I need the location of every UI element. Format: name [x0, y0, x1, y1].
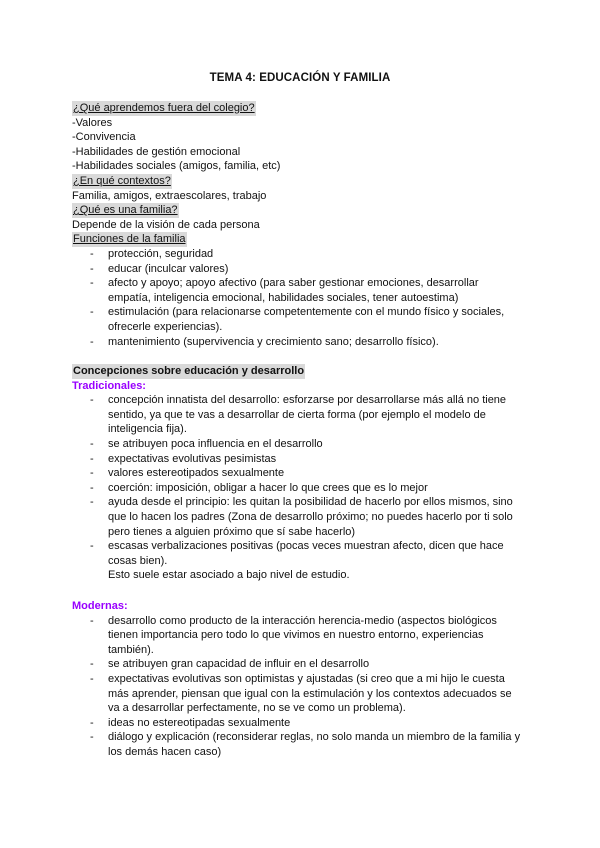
list-item: - diálogo y explicación (reconsiderar reglas, no solo manda un miembro de la familia y los demás hacen caso): [72, 730, 542, 759]
section-conceptions: [72, 364, 542, 583]
page-title: TEMA 4: EDUCACIÓN Y FAMILIA: [209, 72, 391, 84]
list-item: - concepción innatista del desarrollo: esforzarse por desarrollarse más allá no tiene sentido, ya que te vas a desarrollar de cierta forma (por ejemplo el modelo de inteligencia fija).: [72, 393, 542, 437]
section-modern: [72, 599, 542, 760]
list-item: - ayuda desde el principio: les quitan la posibilidad de hacerlo por ellos mismos, sino que lo hacen los padres (Zona de desarrollo próximo; no puedes hacerlo por ti solo pero tienes a alguien próximo que sí sabe hacerlo): [72, 495, 542, 539]
list-item: - se atribuyen poca influencia en el desarrollo: [72, 437, 542, 452]
learn-item: -Habilidades de gestión emocional: [72, 145, 241, 158]
list-item: - mantenimiento (supervivencia y crecimiento sano; desarrollo físico).: [72, 335, 542, 350]
list-item: - valores estereotipados sexualmente: [72, 466, 542, 481]
learn-item: -Habilidades sociales (amigos, familia, etc): [72, 160, 281, 173]
list-item: - expectativas evolutivas pesimistas: [72, 452, 542, 467]
list-item: - escasas verbalizaciones positivas (pocas veces muestran afecto, dicen que hace cosas bien).: [72, 539, 542, 568]
question-heading: ¿Qué es una familia?: [73, 204, 178, 217]
modern-label: Modernas:: [72, 600, 128, 612]
section-heading: Concepciones sobre educación y desarrollo: [73, 365, 305, 377]
list-item: - estimulación (para relacionarse competentemente con el mundo físico y sociales, ofrecerle experiencias).: [72, 305, 542, 334]
contexts-text: Familia, amigos, extraescolares, trabajo: [72, 189, 267, 202]
learn-item: -Convivencia: [72, 131, 136, 144]
modern-list: [72, 614, 542, 760]
list-item: - expectativas evolutivas son optimistas y ajustadas (si creo que a mi hijo le cuesta más aprender, piensan que igual con la estimulación y los contextos adecuados se va a desarrollar perfectamente, no se ve como un problema).: [72, 672, 542, 716]
question-heading: ¿Qué aprendemos fuera del colegio?: [73, 102, 255, 114]
list-item: - desarrollo como producto de la interacción herencia-medio (aspectos biológicos tienen importancia pero todo lo que vivimos en nuestro entorno, experiencias también).: [72, 614, 542, 658]
list-item: - protección, seguridad: [72, 247, 542, 262]
section-intro: [72, 101, 542, 349]
traditional-label: Tradicionales:: [72, 379, 146, 392]
functions-heading: Funciones de la familia: [73, 233, 186, 246]
list-item: - coerción: imposición, obligar a hacer lo que crees que es lo mejor: [72, 481, 542, 496]
list-item: - afecto y apoyo; apoyo afectivo (para saber gestionar emociones, desarrollar empatía, inteligencia emocional, habilidades sociales, tener autoestima): [72, 276, 542, 305]
learn-item: -Valores: [72, 116, 113, 129]
family-definition: Depende de la visión de cada persona: [72, 218, 260, 231]
list-item: - ideas no estereotipadas sexualmente: [72, 716, 542, 731]
list-item: - se atribuyen gran capacidad de influir en el desarrollo: [72, 657, 542, 672]
traditional-list: [72, 393, 542, 568]
question-heading: ¿En qué contextos?: [73, 174, 171, 187]
functions-list: [72, 247, 542, 349]
list-item: - educar (inculcar valores): [72, 262, 542, 277]
traditional-note: Esto suele estar asociado a bajo nivel de estudio.: [108, 569, 350, 582]
